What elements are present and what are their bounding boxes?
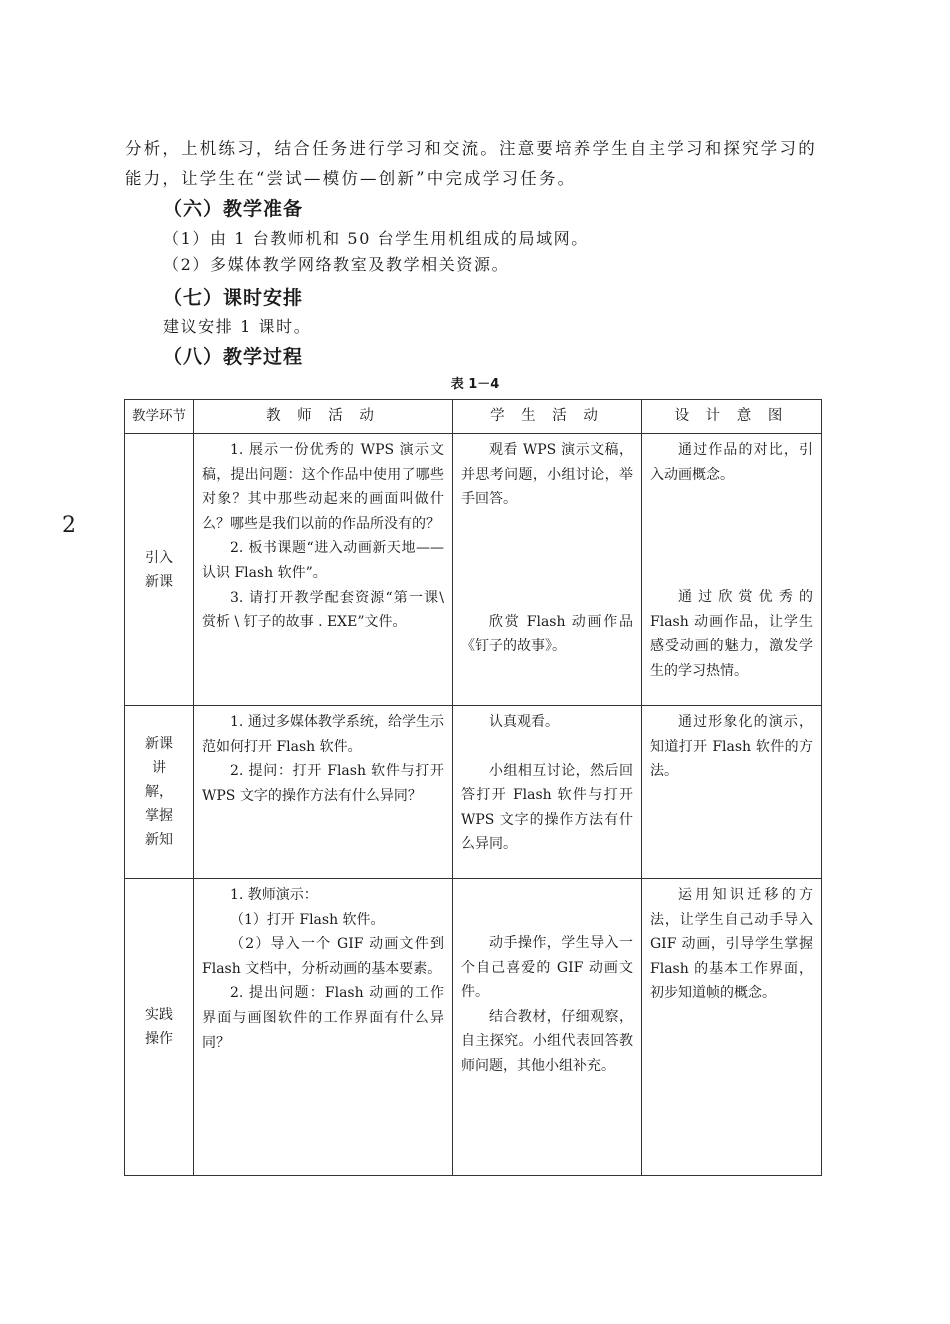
table-row bbox=[125, 879, 822, 1176]
student-cell: 观看 WPS 演示文稿，并思考问题，小组讨论，举手回答。 欣赏 Flash 动画作品《钉子的故事》。 bbox=[453, 434, 642, 706]
header-stage: 教学环节 bbox=[125, 400, 194, 434]
teaching-process-table bbox=[124, 399, 822, 1176]
teacher-cell: 1. 通过多媒体教学系统，给学生示范如何打开 Flash 软件。 2. 提问：打开 Flash 软件与打开 WPS 文字的操作方法有什么异同？ bbox=[194, 706, 453, 879]
table-row bbox=[125, 434, 822, 706]
design-cell: 运用知识迁移的方法，让学生自己动手导入 GIF 动画，引导学生掌握 Flash 的基本工作界面，初步知道帧的概念。 bbox=[642, 879, 822, 1176]
stage-cell: 引入新课 bbox=[125, 434, 194, 706]
stage-cell: 实践操作 bbox=[125, 879, 194, 1176]
prep-item-1: （1）由 1 台教师机和 50 台学生用机组成的局域网。 bbox=[163, 229, 589, 248]
section-8-heading: （八）教学过程 bbox=[163, 346, 304, 368]
teacher-cell: 1. 展示一份优秀的 WPS 演示文稿，提出问题：这个作品中使用了哪些对象？其中那些动起来的画面叫做什么？哪些是我们以前的作品所没有的？ 2. 板书课题“进入动画新天地——认识 Flash 软件”。 3. 请打开教学配套资源“第一课\ 赏析 \ 钉子的故事 . EXE”文件。 bbox=[194, 434, 453, 706]
page-number: 2 bbox=[62, 513, 76, 538]
header-teacher: 教 师 活 动 bbox=[194, 400, 453, 434]
stage-cell: 新课讲解，掌握新知 bbox=[125, 706, 194, 879]
student-cell: 动手操作，学生导入一个自己喜爱的 GIF 动画文件。 结合教材，仔细观察，自主探究。小组代表回答教师问题，其他小组补充。 bbox=[453, 879, 642, 1176]
prep-item-2: （2）多媒体教学网络教室及教学相关资源。 bbox=[163, 255, 510, 274]
design-cell: 通过作品的对比，引入动画概念。 通过欣赏优秀的 Flash 动画作品，让学生感受动画的魅力，激发学生的学习热情。 bbox=[642, 434, 822, 706]
table-row bbox=[125, 706, 822, 879]
teacher-cell: 1. 教师演示： （1）打开 Flash 软件。 （2）导入一个 GIF 动画文件到 Flash 文档中，分析动画的基本要素。 2. 提出问题：Flash 动画的工作界面与画图软件的工作界面有什么异同？ bbox=[194, 879, 453, 1176]
intro-paragraph: 分析，上机练习，结合任务进行学习和交流。注意要培养学生自主学习和探究学习的能力，让学生在“尝试—模仿—创新”中完成学习任务。 bbox=[125, 139, 817, 188]
section-7-heading: （七）课时安排 bbox=[163, 287, 304, 309]
table-caption: 表 1－4 bbox=[450, 377, 500, 392]
schedule-text: 建议安排 1 课时。 bbox=[163, 317, 312, 336]
design-cell: 通过形象化的演示，知道打开 Flash 软件的方法。 bbox=[642, 706, 822, 879]
table-header-row bbox=[125, 400, 822, 434]
header-student: 学 生 活 动 bbox=[453, 400, 642, 434]
header-design: 设 计 意 图 bbox=[642, 400, 822, 434]
section-6-heading: （六）教学准备 bbox=[163, 198, 304, 220]
student-cell: 认真观看。 小组相互讨论，然后回答打开 Flash 软件与打开 WPS 文字的操作方法有什么异同。 bbox=[453, 706, 642, 879]
